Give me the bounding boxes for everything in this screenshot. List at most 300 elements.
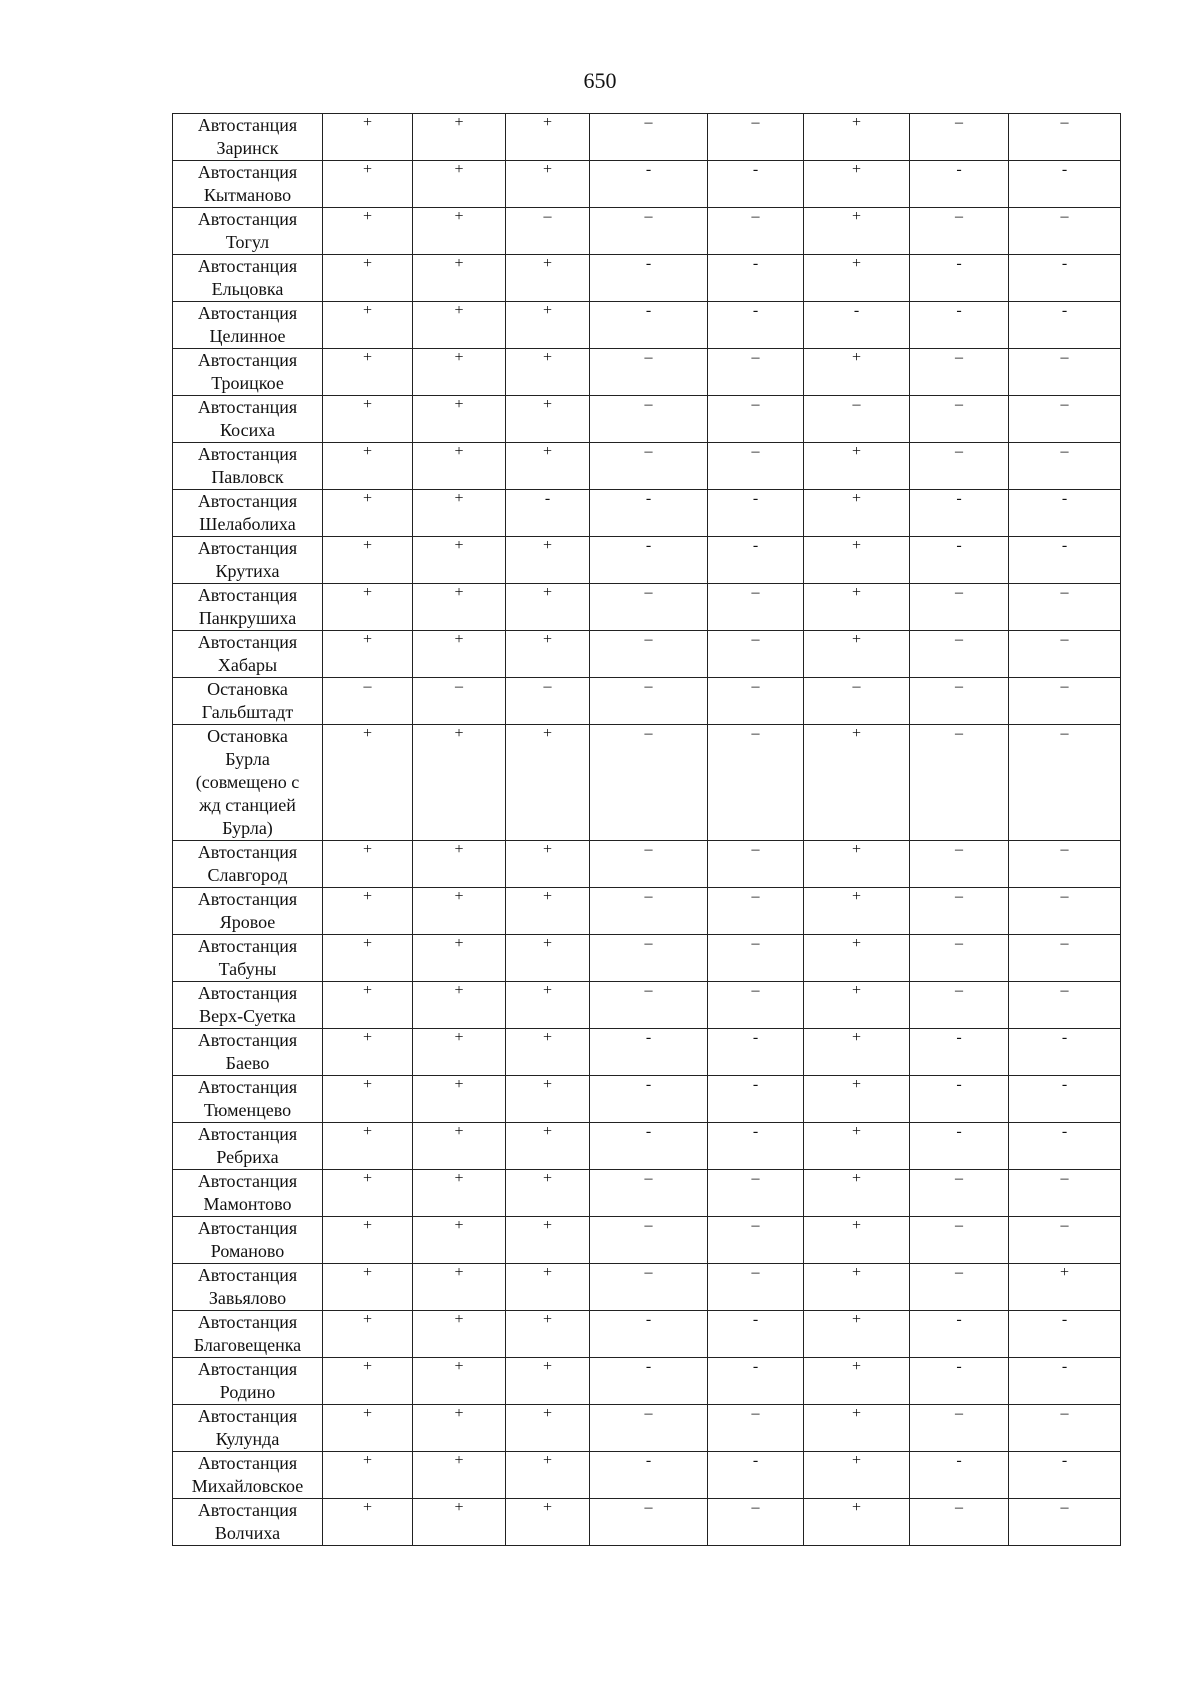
mark-cell: – [1009, 725, 1121, 841]
mark-cell: - [910, 1076, 1009, 1123]
mark-cell: + [413, 114, 506, 161]
station-name-cell [173, 631, 323, 678]
station-name-line: Благовещенка [193, 1335, 302, 1355]
mark-cell: + [323, 631, 413, 678]
mark-cell: + [506, 1217, 590, 1264]
mark-cell: – [708, 631, 804, 678]
table-row [173, 888, 1121, 935]
station-name-line: Автостанция [197, 889, 298, 909]
table-body [173, 114, 1121, 1546]
mark-cell: - [910, 161, 1009, 208]
station-name-cell [173, 841, 323, 888]
station-name-cell [173, 1170, 323, 1217]
mark-cell: + [506, 1029, 590, 1076]
station-name-cell [173, 888, 323, 935]
mark-cell: + [413, 631, 506, 678]
mark-cell: + [323, 1264, 413, 1311]
mark-cell: + [413, 584, 506, 631]
mark-cell: + [413, 841, 506, 888]
mark-cell: + [413, 1076, 506, 1123]
mark-cell: - [910, 1311, 1009, 1358]
mark-cell: – [590, 982, 708, 1029]
station-name-cell [173, 443, 323, 490]
table-row [173, 678, 1121, 725]
mark-cell: - [1009, 1123, 1121, 1170]
mark-cell: - [910, 255, 1009, 302]
mark-cell: + [506, 631, 590, 678]
mark-cell: – [708, 1405, 804, 1452]
mark-cell: + [323, 1170, 413, 1217]
mark-cell: – [910, 1170, 1009, 1217]
mark-cell: - [708, 1452, 804, 1499]
mark-cell: – [708, 396, 804, 443]
mark-cell: + [413, 396, 506, 443]
mark-cell: + [804, 631, 910, 678]
mark-cell: + [323, 1499, 413, 1546]
station-name-cell [173, 1264, 323, 1311]
station-name-line: Автостанция [197, 1124, 298, 1144]
mark-cell: + [506, 982, 590, 1029]
station-name-line: Косиха [220, 420, 275, 440]
table-row [173, 349, 1121, 396]
mark-cell: – [910, 888, 1009, 935]
mark-cell: – [910, 935, 1009, 982]
mark-cell: + [413, 1499, 506, 1546]
station-name-cell [173, 255, 323, 302]
mark-cell: + [506, 935, 590, 982]
station-name-line: Хабары [217, 655, 278, 675]
table-row [173, 1076, 1121, 1123]
mark-cell: + [413, 208, 506, 255]
station-name-cell [173, 396, 323, 443]
mark-cell: - [910, 1358, 1009, 1405]
station-name-line: Михайловское [191, 1476, 304, 1496]
station-name-line: Автостанция [197, 397, 298, 417]
mark-cell: – [1009, 349, 1121, 396]
mark-cell: + [413, 443, 506, 490]
mark-cell: – [910, 982, 1009, 1029]
mark-cell: – [1009, 1405, 1121, 1452]
mark-cell: + [804, 935, 910, 982]
mark-cell: + [804, 1452, 910, 1499]
table-row [173, 1405, 1121, 1452]
mark-cell: – [910, 725, 1009, 841]
station-name-line: Бурла [225, 749, 270, 769]
mark-cell: - [590, 1029, 708, 1076]
station-name-line: Автостанция [197, 1077, 298, 1097]
mark-cell: – [910, 584, 1009, 631]
mark-cell: + [804, 114, 910, 161]
mark-cell: - [910, 302, 1009, 349]
station-name-line: жд станцией [199, 795, 296, 815]
mark-cell: – [910, 114, 1009, 161]
mark-cell: + [413, 349, 506, 396]
mark-cell: + [804, 1170, 910, 1217]
mark-cell: - [708, 1029, 804, 1076]
mark-cell: – [1009, 982, 1121, 1029]
mark-cell: – [590, 349, 708, 396]
station-name-line: Автостанция [197, 350, 298, 370]
mark-cell: – [708, 982, 804, 1029]
mark-cell: + [804, 841, 910, 888]
table-row [173, 255, 1121, 302]
mark-cell: – [910, 208, 1009, 255]
mark-cell: + [323, 1405, 413, 1452]
station-name-cell [173, 1217, 323, 1264]
mark-cell: – [590, 841, 708, 888]
station-name-line: Завьялово [208, 1288, 287, 1308]
table-row [173, 490, 1121, 537]
mark-cell: – [910, 1217, 1009, 1264]
mark-cell: + [506, 725, 590, 841]
table-row [173, 1217, 1121, 1264]
mark-cell: – [910, 443, 1009, 490]
mark-cell: + [413, 1029, 506, 1076]
mark-cell: - [590, 302, 708, 349]
mark-cell: + [804, 537, 910, 584]
mark-cell: – [1009, 1170, 1121, 1217]
station-name-cell [173, 114, 323, 161]
mark-cell: – [1009, 208, 1121, 255]
mark-cell: - [1009, 1358, 1121, 1405]
mark-cell: + [413, 982, 506, 1029]
mark-cell: + [323, 1452, 413, 1499]
station-name-line: Шелаболиха [199, 514, 296, 534]
mark-cell: + [804, 1029, 910, 1076]
stations-table [172, 113, 1121, 1546]
mark-cell: – [506, 678, 590, 725]
mark-cell: – [1009, 443, 1121, 490]
table-row [173, 302, 1121, 349]
mark-cell: – [590, 443, 708, 490]
mark-cell: - [590, 537, 708, 584]
station-name-cell [173, 302, 323, 349]
mark-cell: + [413, 1452, 506, 1499]
mark-cell: – [590, 396, 708, 443]
mark-cell: - [708, 302, 804, 349]
mark-cell: + [1009, 1264, 1121, 1311]
station-name-line: Кулунда [215, 1429, 280, 1449]
mark-cell: + [506, 1264, 590, 1311]
mark-cell: - [910, 490, 1009, 537]
mark-cell: – [804, 396, 910, 443]
mark-cell: + [323, 490, 413, 537]
station-name-line: Автостанция [197, 538, 298, 558]
mark-cell: + [506, 1123, 590, 1170]
station-name-cell [173, 349, 323, 396]
mark-cell: + [323, 114, 413, 161]
mark-cell: + [804, 1405, 910, 1452]
mark-cell: - [1009, 1311, 1121, 1358]
mark-cell: – [708, 888, 804, 935]
mark-cell: - [1009, 1076, 1121, 1123]
station-name-line: Заринск [216, 138, 279, 158]
mark-cell: – [413, 678, 506, 725]
mark-cell: + [323, 1123, 413, 1170]
mark-cell: - [590, 1452, 708, 1499]
station-name-line: Целинное [209, 326, 286, 346]
mark-cell: + [804, 349, 910, 396]
station-name-line: Автостанция [197, 162, 298, 182]
mark-cell: + [413, 1358, 506, 1405]
mark-cell: – [708, 208, 804, 255]
mark-cell: + [804, 208, 910, 255]
mark-cell: – [506, 208, 590, 255]
station-name-line: Крутиха [215, 561, 280, 581]
mark-cell: – [590, 1264, 708, 1311]
station-name-cell [173, 1311, 323, 1358]
mark-cell: – [590, 1499, 708, 1546]
station-name-cell [173, 208, 323, 255]
mark-cell: + [413, 935, 506, 982]
station-name-cell [173, 1123, 323, 1170]
mark-cell: + [323, 841, 413, 888]
table-row [173, 161, 1121, 208]
mark-cell: + [804, 255, 910, 302]
station-name-line: Мамонтово [203, 1194, 292, 1214]
table-row [173, 537, 1121, 584]
mark-cell: – [708, 443, 804, 490]
station-name-line: Троицкое [211, 373, 284, 393]
page-number: 650 [583, 68, 617, 93]
mark-cell: – [708, 584, 804, 631]
station-name-cell [173, 1405, 323, 1452]
station-name-cell [173, 725, 323, 841]
mark-cell: + [804, 490, 910, 537]
mark-cell: – [910, 631, 1009, 678]
station-name-line: Автостанция [197, 1312, 298, 1332]
mark-cell: + [804, 1076, 910, 1123]
mark-cell: - [590, 1076, 708, 1123]
table-row [173, 725, 1121, 841]
mark-cell: + [323, 982, 413, 1029]
station-name-cell [173, 1358, 323, 1405]
mark-cell: – [708, 725, 804, 841]
mark-cell: + [506, 396, 590, 443]
station-name-line: Остановка [207, 679, 288, 699]
mark-cell: - [804, 302, 910, 349]
station-name-line: Автостанция [197, 115, 298, 135]
mark-cell: – [910, 841, 1009, 888]
mark-cell: + [413, 1217, 506, 1264]
mark-cell: – [708, 841, 804, 888]
mark-cell: – [708, 1170, 804, 1217]
station-name-line: Автостанция [197, 936, 298, 956]
mark-cell: + [323, 349, 413, 396]
mark-cell: - [590, 161, 708, 208]
station-name-line: Гальбштадт [201, 702, 294, 722]
station-name-line: Славгород [207, 865, 288, 885]
mark-cell: – [804, 678, 910, 725]
mark-cell: - [708, 1076, 804, 1123]
mark-cell: + [323, 1311, 413, 1358]
mark-cell: + [323, 537, 413, 584]
mark-cell: + [323, 888, 413, 935]
mark-cell: - [708, 537, 804, 584]
mark-cell: - [910, 1123, 1009, 1170]
station-name-line: Яровое [219, 912, 276, 932]
station-name-cell [173, 537, 323, 584]
mark-cell: – [910, 1499, 1009, 1546]
mark-cell: – [1009, 935, 1121, 982]
station-name-line: Бурла) [222, 818, 273, 838]
table-row [173, 841, 1121, 888]
table-row [173, 1029, 1121, 1076]
mark-cell: – [708, 1499, 804, 1546]
mark-cell: – [590, 888, 708, 935]
station-name-line: Панкрушиха [198, 608, 297, 628]
mark-cell: - [1009, 302, 1121, 349]
table-row [173, 1123, 1121, 1170]
mark-cell: + [506, 888, 590, 935]
mark-cell: – [708, 1264, 804, 1311]
mark-cell: - [506, 490, 590, 537]
station-name-line: (совмещено с [195, 772, 300, 792]
table-row [173, 443, 1121, 490]
mark-cell: + [804, 161, 910, 208]
table-row [173, 982, 1121, 1029]
mark-cell: – [590, 631, 708, 678]
table-row [173, 114, 1121, 161]
mark-cell: + [413, 1311, 506, 1358]
mark-cell: – [590, 1170, 708, 1217]
mark-cell: - [590, 1311, 708, 1358]
station-name-line: Автостанция [197, 209, 298, 229]
mark-cell: + [413, 888, 506, 935]
station-name-cell [173, 982, 323, 1029]
mark-cell: - [1009, 490, 1121, 537]
mark-cell: + [323, 1358, 413, 1405]
table-row [173, 1311, 1121, 1358]
mark-cell: - [1009, 255, 1121, 302]
mark-cell: + [323, 725, 413, 841]
mark-cell: – [590, 678, 708, 725]
table-row [173, 1499, 1121, 1546]
station-name-line: Автостанция [197, 303, 298, 323]
mark-cell: – [590, 1405, 708, 1452]
mark-cell: – [1009, 1217, 1121, 1264]
mark-cell: – [708, 349, 804, 396]
mark-cell: + [323, 1217, 413, 1264]
table-row [173, 208, 1121, 255]
station-name-line: Автостанция [197, 1030, 298, 1050]
station-name-line: Автостанция [197, 983, 298, 1003]
station-name-line: Тогул [225, 232, 270, 252]
mark-cell: + [506, 443, 590, 490]
table-row [173, 584, 1121, 631]
mark-cell: – [1009, 396, 1121, 443]
mark-cell: - [708, 1123, 804, 1170]
mark-cell: + [506, 537, 590, 584]
station-name-cell [173, 490, 323, 537]
mark-cell: – [590, 935, 708, 982]
mark-cell: + [506, 302, 590, 349]
mark-cell: – [590, 584, 708, 631]
station-name-line: Романово [210, 1241, 285, 1261]
mark-cell: - [1009, 1029, 1121, 1076]
mark-cell: + [804, 1358, 910, 1405]
station-name-cell [173, 935, 323, 982]
mark-cell: + [323, 208, 413, 255]
station-name-cell [173, 584, 323, 631]
mark-cell: + [804, 1217, 910, 1264]
table-row [173, 1452, 1121, 1499]
station-name-cell [173, 1029, 323, 1076]
mark-cell: – [1009, 888, 1121, 935]
mark-cell: + [413, 1123, 506, 1170]
station-name-line: Автостанция [197, 1265, 298, 1285]
mark-cell: + [413, 537, 506, 584]
mark-cell: - [590, 255, 708, 302]
station-name-cell [173, 678, 323, 725]
mark-cell: – [590, 114, 708, 161]
mark-cell: – [910, 396, 1009, 443]
station-name-line: Родино [219, 1382, 276, 1402]
mark-cell: - [708, 490, 804, 537]
station-name-line: Кытманово [203, 185, 292, 205]
mark-cell: – [1009, 114, 1121, 161]
mark-cell: - [1009, 537, 1121, 584]
mark-cell: + [323, 1076, 413, 1123]
mark-cell: + [804, 443, 910, 490]
mark-cell: + [323, 443, 413, 490]
station-name-line: Табуны [218, 959, 277, 979]
mark-cell: – [708, 678, 804, 725]
station-name-line: Автостанция [197, 491, 298, 511]
mark-cell: + [804, 1264, 910, 1311]
mark-cell: + [323, 396, 413, 443]
mark-cell: – [1009, 1499, 1121, 1546]
station-name-line: Автостанция [197, 1218, 298, 1238]
mark-cell: - [1009, 161, 1121, 208]
mark-cell: - [590, 1358, 708, 1405]
mark-cell: + [413, 725, 506, 841]
station-name-cell [173, 1452, 323, 1499]
mark-cell: + [804, 1123, 910, 1170]
station-name-line: Автостанция [197, 842, 298, 862]
mark-cell: + [413, 1264, 506, 1311]
station-name-line: Автостанция [197, 444, 298, 464]
station-name-cell [173, 161, 323, 208]
mark-cell: + [506, 1358, 590, 1405]
table-row [173, 631, 1121, 678]
mark-cell: + [804, 1499, 910, 1546]
station-name-line: Волчиха [214, 1523, 281, 1543]
mark-cell: + [804, 982, 910, 1029]
station-name-line: Автостанция [197, 1453, 298, 1473]
table-row [173, 1264, 1121, 1311]
mark-cell: – [910, 349, 1009, 396]
mark-cell: + [506, 161, 590, 208]
mark-cell: + [413, 1170, 506, 1217]
mark-cell: + [506, 1076, 590, 1123]
mark-cell: - [910, 537, 1009, 584]
mark-cell: + [506, 1170, 590, 1217]
mark-cell: + [804, 1311, 910, 1358]
station-name-line: Тюменцево [203, 1100, 292, 1120]
mark-cell: – [1009, 584, 1121, 631]
station-name-line: Автостанция [197, 585, 298, 605]
mark-cell: - [590, 490, 708, 537]
mark-cell: – [323, 678, 413, 725]
mark-cell: + [506, 114, 590, 161]
mark-cell: + [506, 349, 590, 396]
mark-cell: – [590, 208, 708, 255]
mark-cell: + [323, 302, 413, 349]
station-name-line: Автостанция [197, 1500, 298, 1520]
mark-cell: + [804, 584, 910, 631]
table-row [173, 1170, 1121, 1217]
